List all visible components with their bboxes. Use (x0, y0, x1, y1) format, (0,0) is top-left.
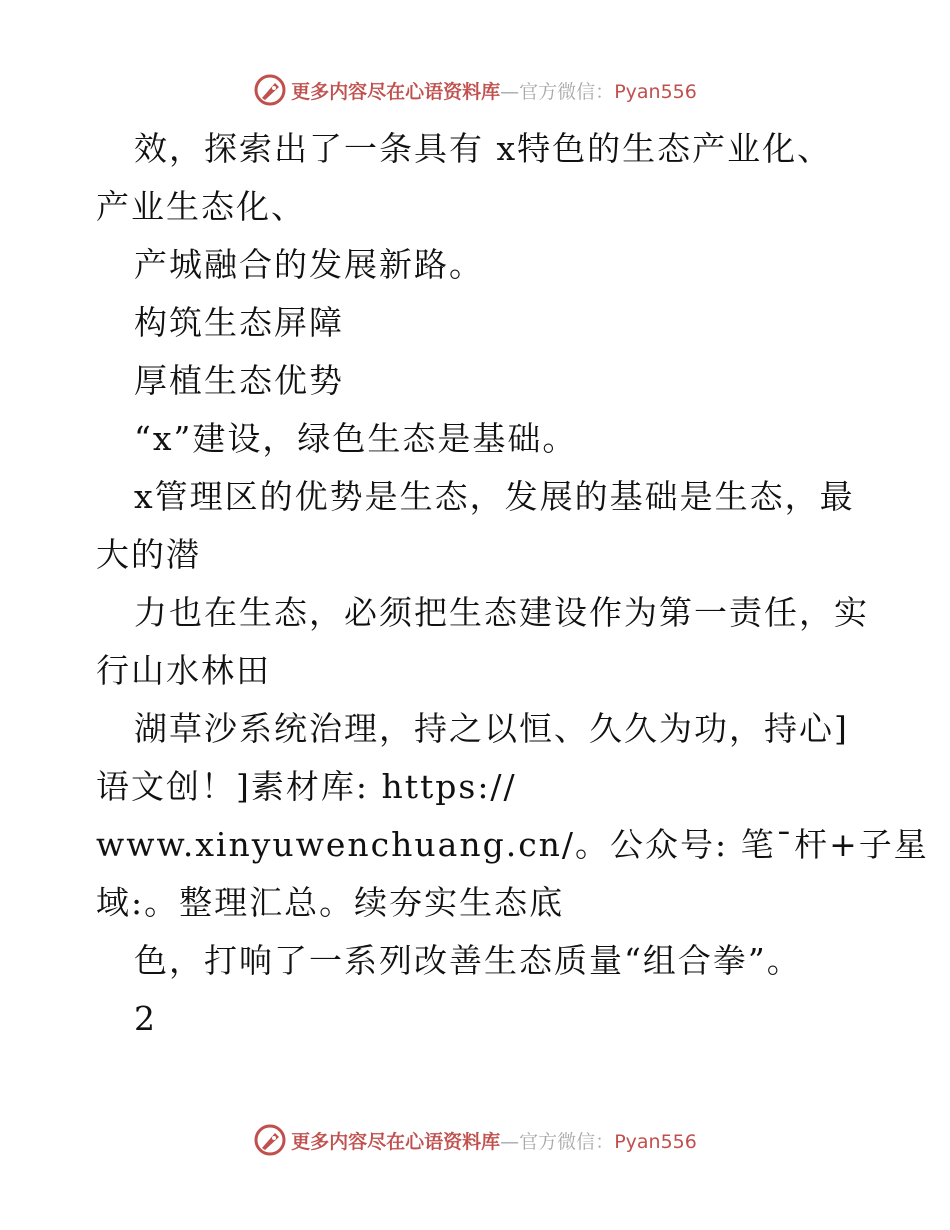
text-line: 湖草沙系统治理，持之以恒、久久为功，持心] (134, 709, 849, 748)
section-heading: 构筑生态屏障 (134, 303, 344, 342)
section-heading: 厚植生态优势 (134, 361, 344, 400)
banner-wechat-id: Pyan556 (614, 1130, 697, 1153)
text-line: “x”建设，绿色生态是基础。 (134, 419, 578, 458)
pen-nib-circle-icon (253, 1123, 287, 1157)
banner-wechat-label: 官方微信： (519, 1130, 615, 1153)
text-line: x管理区的优势是生态，发展的基础是生态，最 (134, 477, 855, 516)
banner-text (291, 77, 697, 104)
header-banner (0, 70, 950, 110)
banner-separator: — (500, 80, 520, 103)
text-line: 产业生态化、 (96, 187, 306, 226)
text-line: 色，打响了一系列改善生态质量“组合拳”。 (134, 941, 802, 980)
text-line: 产城融合的发展新路。 (134, 245, 484, 284)
text-line: 大的潜 (96, 535, 201, 574)
banner-separator: — (500, 1130, 520, 1153)
banner-text (291, 1127, 697, 1154)
banner-title: 更多内容尽在心语资料库 (291, 80, 501, 103)
banner-wechat-id: Pyan556 (614, 80, 697, 103)
banner-title: 更多内容尽在心语资料库 (291, 1130, 501, 1153)
text-line: www.xinyuwenchuang.cn/。公众号: 笔¯杆+子星 (96, 825, 929, 864)
text-line: 效，探索出了一条具有 x特色的生态产业化、 (134, 129, 833, 168)
text-line: 力也在生态，必须把生态建设作为第一责任，实 (134, 593, 869, 632)
pen-nib-circle-icon (253, 73, 287, 107)
text-line: 行山水林田 (96, 651, 271, 690)
banner-wechat-label: 官方微信： (519, 80, 615, 103)
document-body (96, 120, 929, 1048)
text-line: 域:。整理汇总。续夯实生态底 (96, 883, 565, 922)
page-number: 2 (134, 999, 157, 1038)
text-line: 语文创！]素材库: https:// (96, 767, 517, 806)
footer-banner (0, 1120, 950, 1160)
